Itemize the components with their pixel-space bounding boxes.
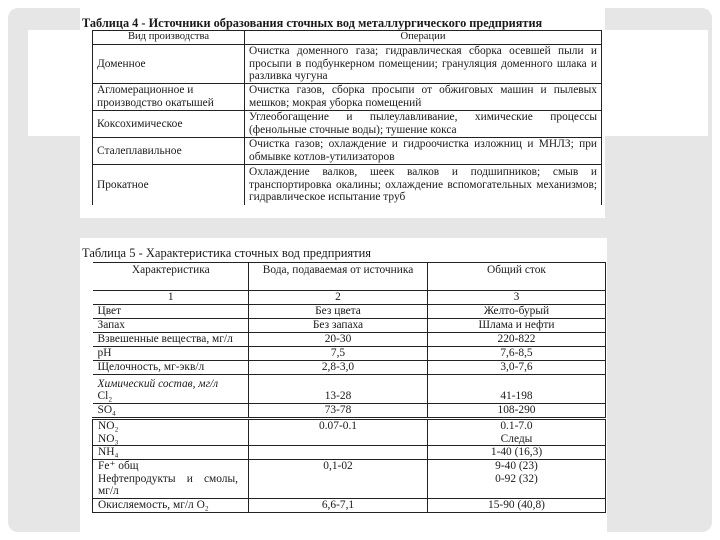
total-value: 15-90 (40,8) xyxy=(428,498,606,512)
column-number: 3 xyxy=(428,291,606,305)
characteristic-name: Взвешенные вещества, мг/л xyxy=(93,333,249,347)
source-value: Без запаха xyxy=(249,319,428,333)
table-row xyxy=(93,305,606,319)
table-row xyxy=(93,404,606,419)
table4 xyxy=(92,30,602,205)
chem-composition-cell xyxy=(93,375,249,404)
production-type: Сталеплавильное xyxy=(93,138,245,165)
operations-text: Очистка газов; охлаждение и гидроочистка изложниц и МНЛЗ; при обмывке котлов-утилизаторов xyxy=(245,138,602,165)
table-row xyxy=(93,165,602,206)
characteristic-name: Цвет xyxy=(93,305,249,319)
table-row xyxy=(93,333,606,347)
characteristic-name: Щелочность, мг-экв/л xyxy=(93,361,249,375)
production-type: Коксохимическое xyxy=(93,111,245,138)
nitrate-label: NO₃ xyxy=(98,432,119,445)
table-row xyxy=(93,319,606,333)
total-value: Шлама и нефти xyxy=(428,319,606,333)
iron-label: Fe⁺ общ xyxy=(98,460,139,473)
table4-image xyxy=(80,8,605,218)
source-value: 0.07-0.1 xyxy=(249,419,428,446)
table-row xyxy=(93,111,602,138)
operations-text: Очистка доменного газа; гидравлическая сборка осевшей пыли и просыпи в подбункерном помещении; грануляция доменного шлака и разливка чугуна xyxy=(245,45,602,84)
table-row xyxy=(93,347,606,361)
table-row xyxy=(93,460,606,499)
source-value: 6,6-7,1 xyxy=(249,498,428,512)
table5-header-source-water: Вода, подаваемая от источника xyxy=(249,263,428,291)
nitrite-label: NO₂ xyxy=(98,420,119,432)
characteristic-name: pH xyxy=(93,347,249,361)
oil-products-label: Нефтепродукты и смолы, мг/л xyxy=(98,472,238,498)
table5-header-total-runoff: Общий сток xyxy=(428,263,606,291)
table5 xyxy=(92,262,606,513)
total-value: Желто-бурый xyxy=(428,305,606,319)
table-row xyxy=(93,84,602,111)
table-row xyxy=(93,138,602,165)
table-row xyxy=(93,498,606,512)
table5-image xyxy=(80,238,607,532)
table-row xyxy=(93,375,606,404)
characteristic-name: NH₄ xyxy=(93,446,249,460)
characteristic-name xyxy=(93,419,249,446)
table4-caption: Таблица 4 - Источники образования сточных вод металлургического предприятия xyxy=(82,16,543,30)
characteristic-name: Окисляемость, мг/л O₂ xyxy=(93,498,249,512)
total-value: 7,6-8,5 xyxy=(428,347,606,361)
total-value xyxy=(428,419,606,446)
source-value: 73-78 xyxy=(249,404,428,419)
table5-caption: Таблица 5 - Характеристика сточных вод предприятия xyxy=(82,246,372,260)
total-value: 220-822 xyxy=(428,333,606,347)
chem-composition-heading: Химический состав, мг/л xyxy=(97,377,219,390)
column-number: 1 xyxy=(93,291,249,305)
operations-text: Очистка газов, сборка просыпи от обжиговых машин и пылевых мешков; мокрая уборка помещений xyxy=(245,84,602,111)
iron-total: 9-40 (23) xyxy=(495,460,538,473)
total-value: 3,0-7,6 xyxy=(428,361,606,375)
source-value: 2,8-3,0 xyxy=(249,361,428,375)
column-number: 2 xyxy=(249,291,428,305)
characteristic-name: SO₄ xyxy=(93,404,249,419)
characteristic-name: Cl₂ xyxy=(97,390,113,403)
table4-header-operations: Операции xyxy=(245,31,602,45)
source-value xyxy=(249,446,428,460)
table5-column-numbers xyxy=(93,291,606,305)
total-value: 41-198 xyxy=(428,375,606,404)
operations-text: Охлаждение валков, шеек валков и подшипников; смыв и транспортировка окалины; охлаждение вспомогательных механизмов; гидравлическое испытание труб xyxy=(245,165,602,206)
total-value xyxy=(428,460,606,499)
production-type: Прокатное xyxy=(93,165,245,206)
table5-header-row xyxy=(93,263,606,291)
table-row xyxy=(93,45,602,84)
production-type: Агломерационное и производство окатышей xyxy=(93,84,245,111)
nitrate-total: Следы xyxy=(500,432,533,445)
characteristic-name xyxy=(93,460,249,499)
table-row xyxy=(93,446,606,460)
source-value: Без цвета xyxy=(249,305,428,319)
operations-text: Углеобогащение и пылеулавливание, химические процессы (фенольные сточные воды); тушение кокса xyxy=(245,111,602,138)
source-value: 13-28 xyxy=(249,375,428,404)
table4-header-type: Вид производства xyxy=(93,31,245,45)
source-value: 20-30 xyxy=(249,333,428,347)
nitrite-total: 0.1-7.0 xyxy=(500,420,533,432)
oil-products-total: 0-92 (32) xyxy=(495,472,538,485)
characteristic-name: Запах xyxy=(93,319,249,333)
table5-header-characteristic: Характеристика xyxy=(93,263,249,291)
source-value: 7,5 xyxy=(249,347,428,361)
production-type: Доменное xyxy=(93,45,245,84)
table-row xyxy=(93,419,606,446)
total-value: 1-40 (16,3) xyxy=(428,446,606,460)
table4-header-row xyxy=(93,31,602,45)
total-value: 108-290 xyxy=(428,404,606,419)
table-row xyxy=(93,361,606,375)
source-value: 0,1-02 xyxy=(249,460,428,499)
